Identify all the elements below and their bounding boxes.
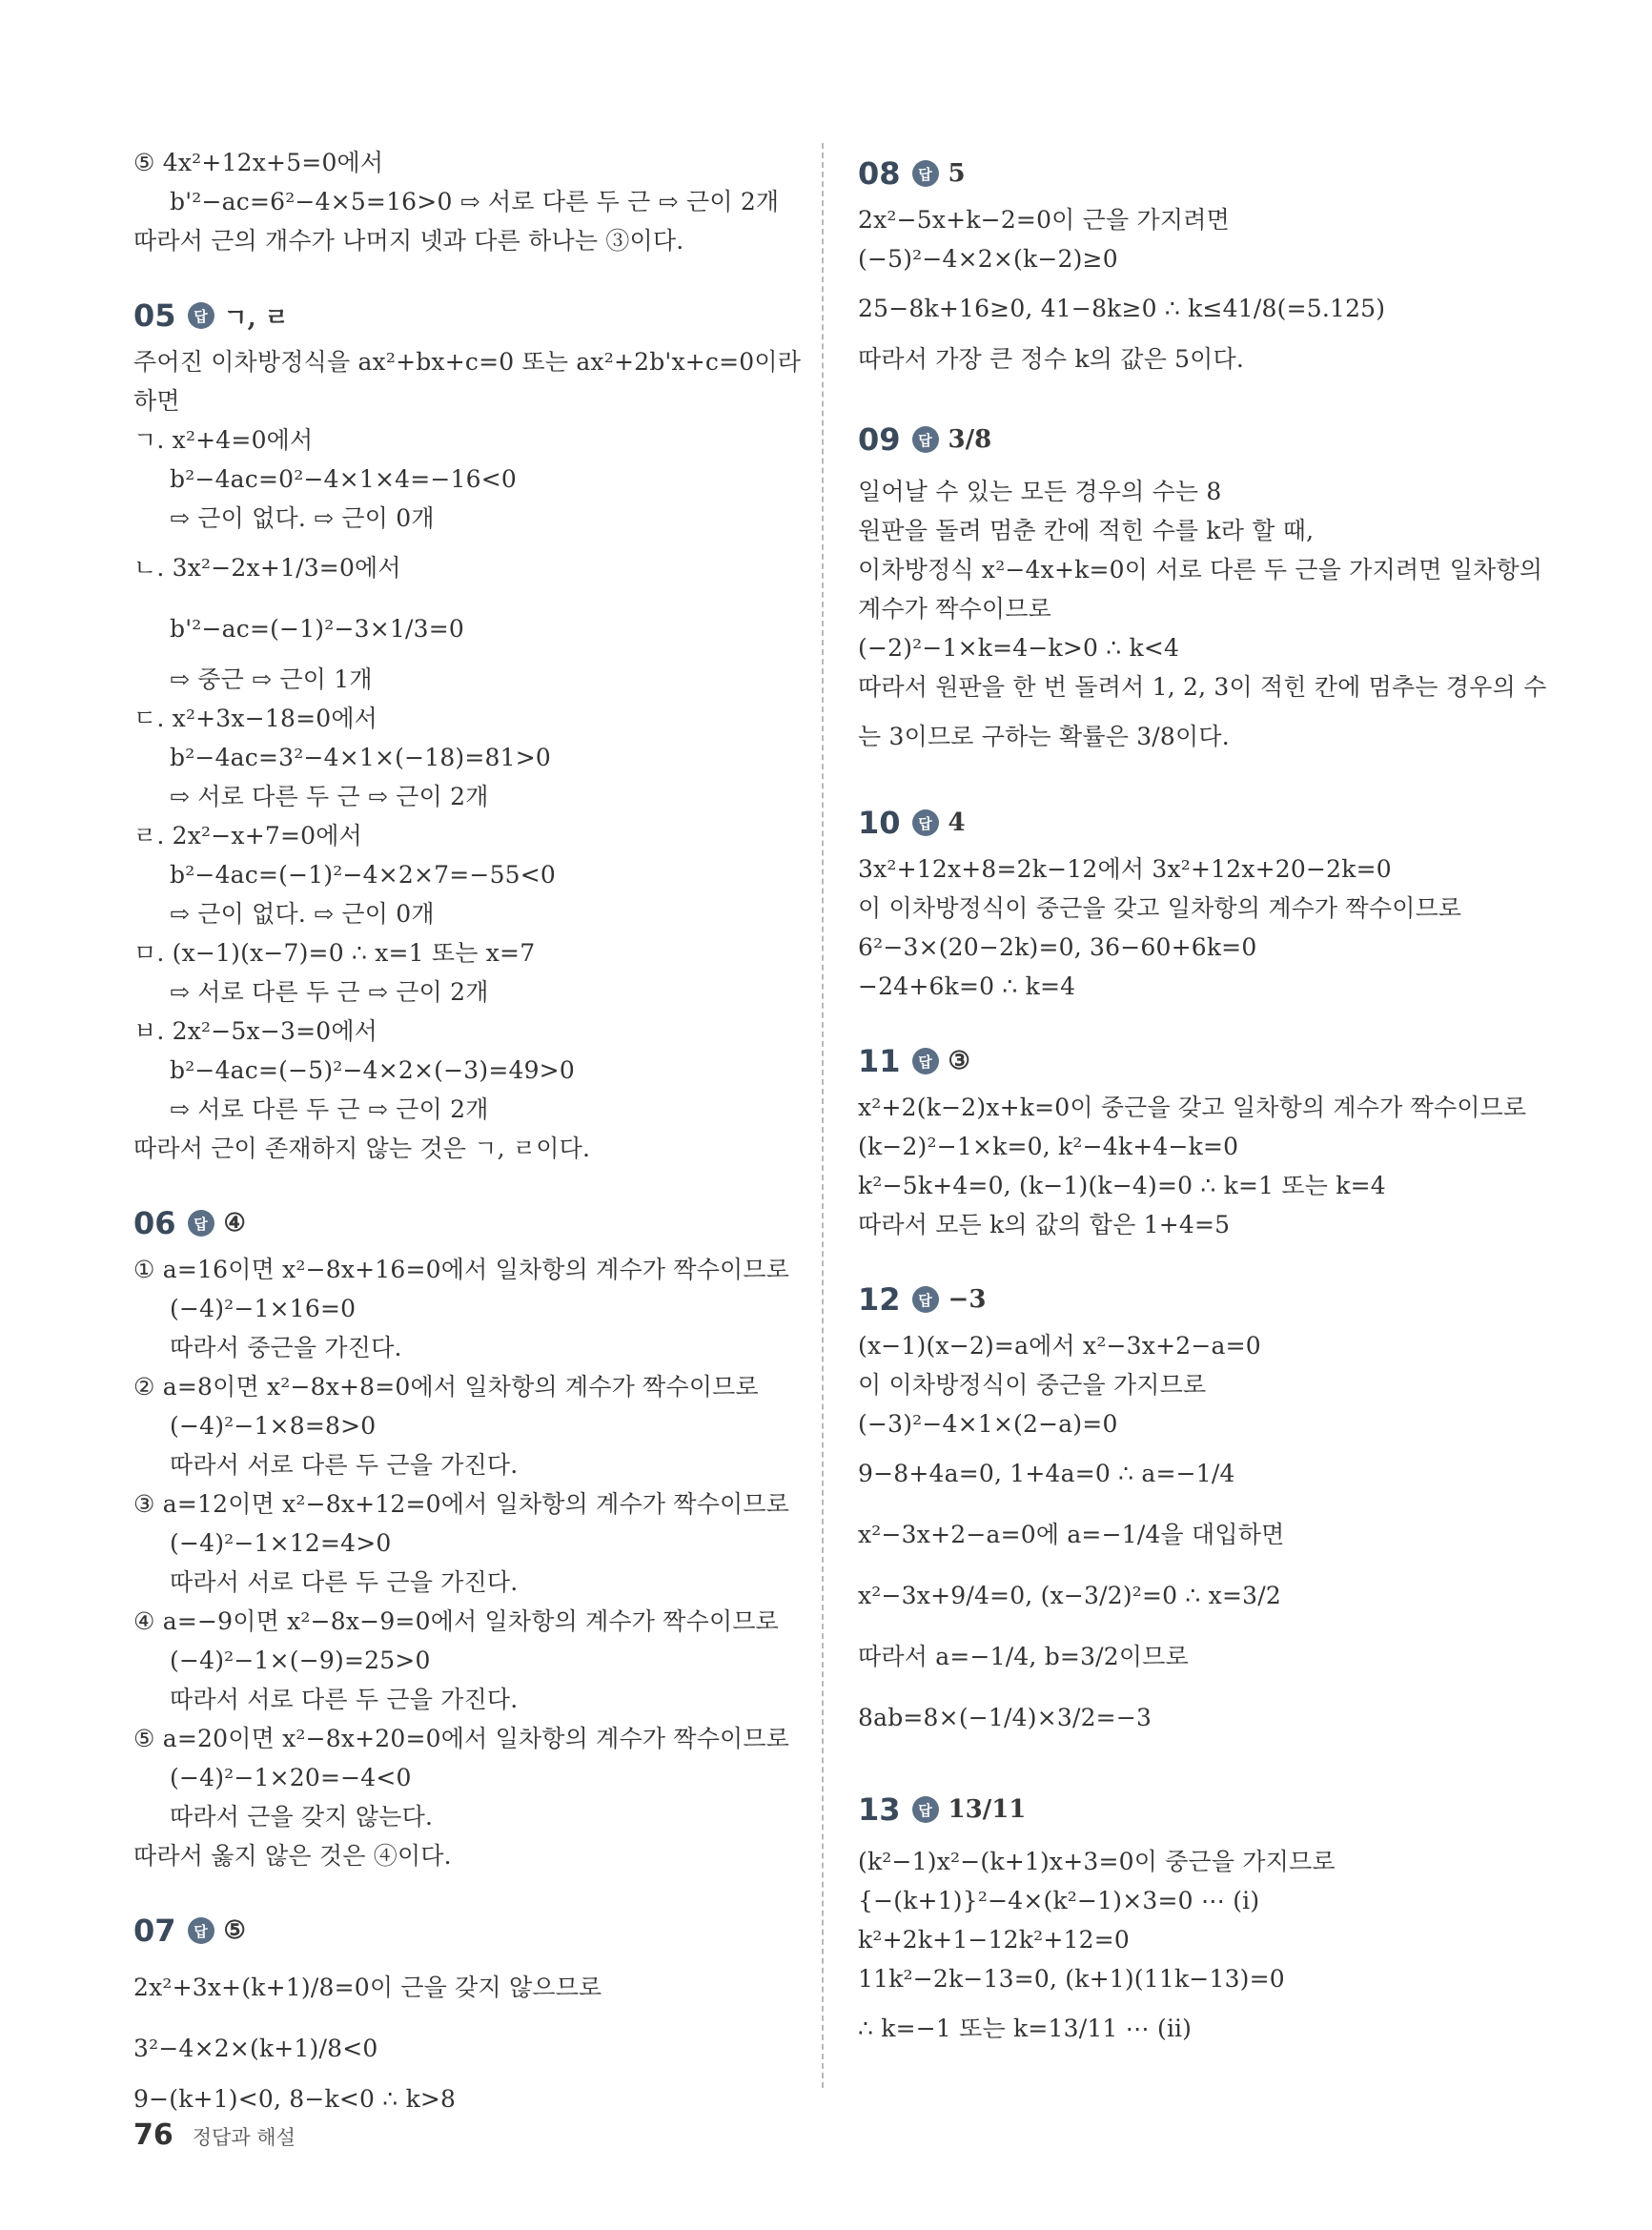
solution-line: 따라서 옳지 않은 것은 ④이다. [133,1842,452,1870]
solution-line: b'²−ac=6²−4×5=16>0 ⇨ 서로 다른 두 근 ⇨ 근이 2개 [170,188,780,215]
right-column [858,143,1547,2059]
solution-line: 9−(k+1)<0, 8−k<0 ∴ k>8 [133,2085,457,2113]
solution-line: 따라서 가장 큰 정수 k의 값은 5이다. [858,345,1245,373]
solution-line: (−5)²−4×2×(k−2)≥0 [858,245,1118,273]
answer-value: 4 [948,808,966,837]
problem-header-10 [858,796,1525,849]
solution-line: 따라서 모든 k의 값의 합은 1+4=5 [858,1211,1231,1238]
solution-line: k²−5k+4=0, (k−1)(k−4)=0 ∴ k=1 또는 k=4 [858,1172,1386,1199]
solution-line: (x−1)(x−2)=a에서 x²−3x+2−a=0 [858,1332,1261,1360]
problem-number: 06 [133,1205,176,1241]
column-divider [822,143,824,2088]
section-gap [858,767,1525,792]
solution-line: 25−8k+16≥0, 41−8k≥0 ∴ k≤41/8(=5.125) [858,295,1386,322]
solution-line: 2x²−5x+k−2=0이 근을 가지려면 [858,206,1230,234]
answer-badge-icon: 답 [912,160,939,187]
solution-line: ⑤ 4x²+12x+5=0에서 [133,149,384,176]
solution-line: ⇨ 중근 ⇨ 근이 1개 [170,665,373,693]
section-gap [858,1244,1525,1269]
answer-badge-icon: 답 [188,1917,214,1944]
solution-line: 따라서 서로 다른 두 근을 가진다. [170,1686,519,1713]
solution-line: (−3)²−4×1×(2−a)=0 [858,1410,1118,1438]
problem-header-05 [133,289,801,342]
solution-line: −24+6k=0 ∴ k=4 [858,972,1076,1000]
solution-line: 3x²+12x+8=2k−12에서 3x²+12x+20−2k=0 [858,855,1392,883]
solution-line: b²−4ac=3²−4×1×(−18)=81>0 [170,744,551,771]
solution-line: 이차방정식 x²−4x+k=0이 서로 다른 두 근을 가지려면 일차항의 [858,556,1543,583]
solution-line: 8ab=8×(−1/4)×3/2=−3 [858,1704,1152,1731]
solution-line: (−4)²−1×8=8>0 [170,1412,377,1440]
solution-line: ① a=16이면 x²−8x+16=0에서 일차항의 계수가 짝수이므로 [133,1256,790,1283]
solution-line: 9−8+4a=0, 1+4a=0 ∴ a=−1/4 [858,1460,1235,1487]
problem-header-08 [858,147,1525,200]
answer-badge-icon: 답 [912,809,939,836]
solution-line: 하면 [133,387,180,415]
left-column [133,143,801,2118]
solution-line: x²−3x+2−a=0에 a=−1/4을 대입하면 [858,1521,1285,1548]
solution-line: ⑤ a=20이면 x²−8x+20=0에서 일차항의 계수가 짝수이므로 [133,1725,790,1752]
section-gap [133,260,801,285]
problem-header-12 [858,1273,1525,1326]
solution-line: x²+2(k−2)x+k=0이 중근을 갖고 일차항의 계수가 짝수이므로 [858,1094,1527,1121]
answer-badge-icon: 답 [912,426,939,453]
solution-line: 따라서 근의 개수가 나머지 넷과 다른 하나는 ③이다. [133,227,684,255]
solution-line: {−(k+1)}²−4×(k²−1)×3=0 ⋯ (ⅰ) [858,1887,1260,1914]
page-title: 정답과 해설 [192,2126,296,2149]
solution-line: ㄱ. x²+4=0에서 [133,426,314,454]
answer-value: 5 [948,159,966,188]
problem-number: 05 [133,297,176,334]
solution-line: 이 이차방정식이 중근을 갖고 일차항의 계수가 짝수이므로 [858,894,1462,922]
page-footer [133,2118,296,2152]
solution-line: ⇨ 서로 다른 두 근 ⇨ 근이 2개 [170,978,489,1006]
solution-line: (−4)²−1×12=4>0 [170,1529,392,1557]
solution-line: (−4)²−1×16=0 [170,1295,357,1322]
solution-line: 따라서 원판을 한 번 돌려서 1, 2, 3이 적힌 칸에 멈추는 경우의 수 [858,673,1547,701]
section-gap [858,378,1525,403]
problem-number: 07 [133,1913,176,1949]
answer-badge-icon: 답 [188,1210,214,1237]
solution-line: ㄹ. 2x²−x+7=0에서 [133,822,362,849]
solution-line: 6²−3×(20−2k)=0, 36−60+6k=0 [858,933,1257,961]
answer-value: ③ [948,1047,970,1075]
solution-line: 2x²+3x+(k+1)/8=0이 근을 갖지 않으므로 [133,1974,602,2001]
problem-header-11 [858,1034,1525,1088]
solution-line: 따라서 근이 존재하지 않는 것은 ㄱ, ㄹ이다. [133,1135,591,1162]
problem-header-06 [133,1197,801,1250]
solution-line: 3²−4×2×(k+1)/8<0 [133,2035,378,2062]
answer-value: 13/11 [948,1795,1027,1824]
solution-line: 따라서 서로 다른 두 근을 가진다. [170,1451,519,1479]
solution-line: 11k²−2k−13=0, (k+1)(11k−13)=0 [858,1965,1285,1993]
solution-line: (−4)²−1×(−9)=25>0 [170,1647,431,1674]
section-gap [858,1749,1525,1773]
solution-line: ⇨ 근이 없다. ⇨ 근이 0개 [170,900,435,928]
problem-number: 12 [858,1281,901,1318]
problem-header-13 [858,1777,1525,1842]
problem-number: 13 [858,1791,901,1828]
solution-line: (k−2)²−1×k=0, k²−4k+4−k=0 [858,1133,1239,1160]
answer-value: 3/8 [948,425,992,454]
problem-header-07 [133,1904,801,1957]
answer-value: ㄱ, ㄹ [223,303,289,333]
solution-line: ㄴ. 3x²−2x+1/3=0에서 [133,554,401,582]
problem-header-09 [858,407,1525,472]
solution-line: ⇨ 서로 다른 두 근 ⇨ 근이 2개 [170,1095,489,1123]
solution-line: 따라서 a=−1/4, b=3/2이므로 [858,1643,1189,1670]
solution-line: b²−4ac=(−1)²−4×2×7=−55<0 [170,861,557,889]
solution-line: ⇨ 근이 없다. ⇨ 근이 0개 [170,504,435,532]
problem-number: 11 [858,1043,901,1079]
answer-badge-icon: 답 [188,302,214,329]
answer-value: ④ [223,1209,246,1238]
solution-line: 따라서 서로 다른 두 근을 가진다. [170,1568,519,1596]
solution-line: (−4)²−1×20=−4<0 [170,1764,412,1791]
solution-line: 이 이차방정식이 중근을 가지므로 [858,1371,1207,1399]
solution-line: ㄷ. x²+3x−18=0에서 [133,705,378,732]
solution-line: ⇨ 서로 다른 두 근 ⇨ 근이 2개 [170,783,489,810]
answer-badge-icon: 답 [912,1796,939,1823]
page-number: 76 [133,2118,173,2152]
solution-line: b²−4ac=(−5)²−4×2×(−3)=49>0 [170,1056,575,1084]
solution-line: x²−3x+9/4=0, (x−3/2)²=0 ∴ x=3/2 [858,1582,1281,1609]
problem-number: 08 [858,155,901,192]
solution-line: (−2)²−1×k=4−k>0 ∴ k<4 [858,634,1180,662]
solution-line: ㅂ. 2x²−5x−3=0에서 [133,1017,378,1045]
solution-line: b²−4ac=0²−4×1×4=−16<0 [170,465,517,493]
solution-line: 원판을 돌려 멈춘 칸에 적힌 수를 k라 할 때, [858,517,1315,544]
section-gap [858,1006,1525,1031]
answer-badge-icon: 답 [912,1048,939,1074]
answer-value: −3 [948,1285,987,1314]
solution-line: 주어진 이차방정식을 ax²+bx+c=0 또는 ax²+2b'x+c=0이라 [133,348,802,376]
problem-number: 10 [858,805,901,841]
solution-line: ∴ k=−1 또는 k=13/11 ⋯ (ⅱ) [858,2015,1193,2042]
solution-line: 계수가 짝수이므로 [858,595,1051,623]
problem-number: 09 [858,421,901,458]
section-gap [133,1875,801,1900]
solution-line: ② a=8이면 x²−8x+8=0에서 일차항의 계수가 짝수이므로 [133,1373,759,1401]
solution-line: ③ a=12이면 x²−8x+12=0에서 일차항의 계수가 짝수이므로 [133,1490,790,1518]
solution-line: 따라서 근을 갖지 않는다. [170,1803,434,1831]
answer-badge-icon: 답 [912,1286,939,1313]
section-gap [133,1168,801,1193]
solution-line: (k²−1)x²−(k+1)x+3=0이 중근을 가지므로 [858,1848,1336,1875]
solution-line: 일어날 수 있는 모든 경우의 수는 8 [858,478,1222,505]
solution-line: 따라서 중근을 가진다. [170,1334,402,1361]
solution-line: 는 3이므로 구하는 확률은 3/8이다. [858,723,1230,750]
solution-line: b'²−ac=(−1)²−3×1/3=0 [170,615,464,643]
solution-line: ④ a=−9이면 x²−8x−9=0에서 일차항의 계수가 짝수이므로 [133,1607,780,1635]
solution-line: k²+2k+1−12k²+12=0 [858,1926,1130,1954]
answer-value: ⑤ [223,1916,246,1945]
solution-line: ㅁ. (x−1)(x−7)=0 ∴ x=1 또는 x=7 [133,939,536,967]
